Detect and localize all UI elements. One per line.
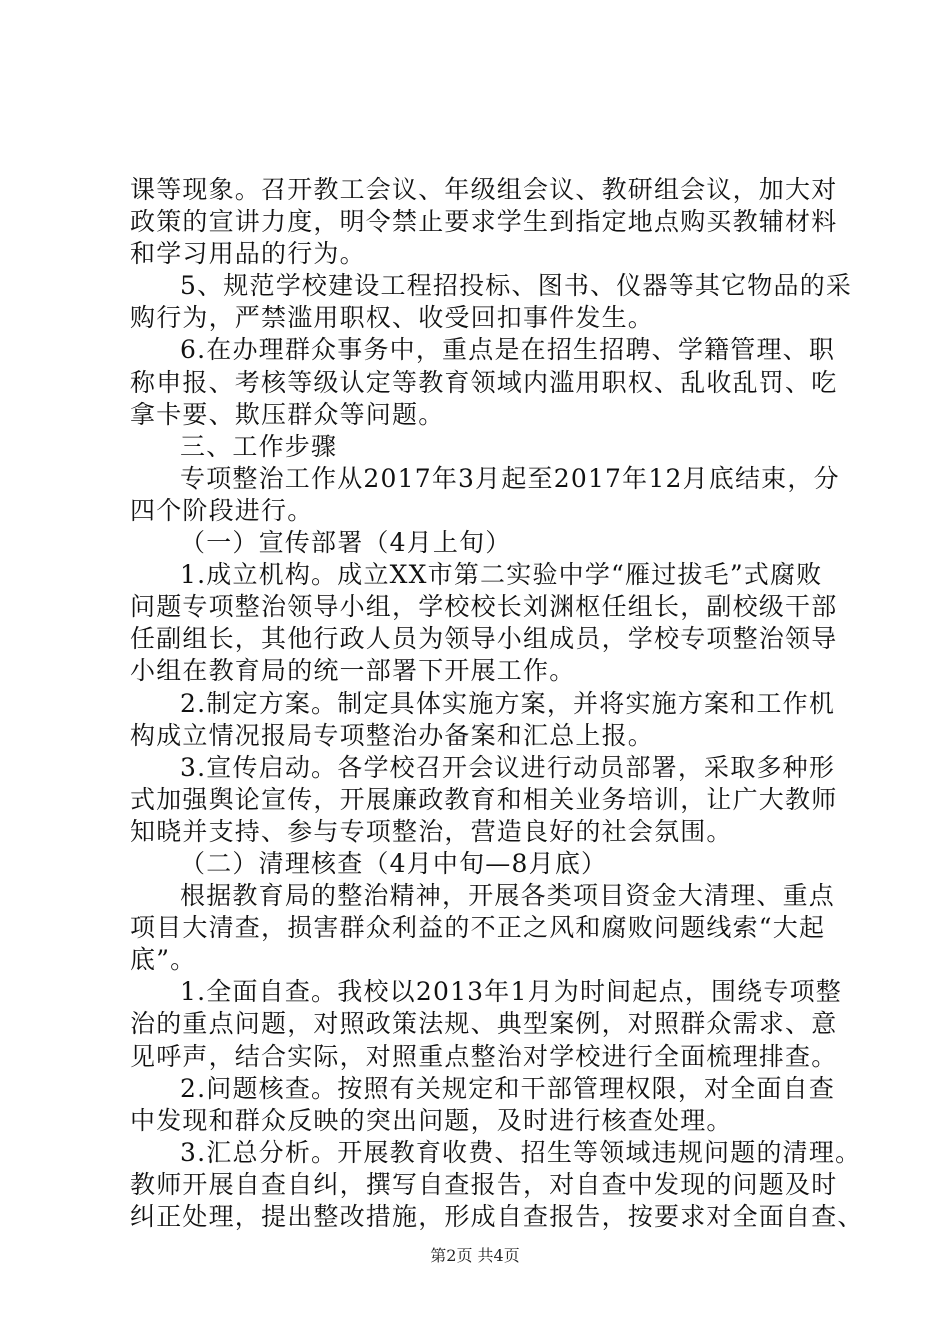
text-line: 政策的宣讲力度，明令禁止要求学生到指定地点购买教辅材料	[130, 207, 838, 237]
paragraph-start: 5、规范学校建设工程招投标、图书、仪器等其它物品的采	[180, 271, 853, 301]
text-line: 底”。	[130, 945, 197, 975]
paragraph-start: 2.制定方案。制定具体实施方案，并将实施方案和工作机	[180, 688, 836, 718]
text-line: 和学习用品的行为。	[130, 239, 366, 269]
paragraph-start: 1.全面自查。我校以2013年1月为时间起点，围绕专项整	[180, 977, 842, 1007]
text-line: 四个阶段进行。	[130, 495, 314, 525]
text-line: 购行为，严禁滥用职权、收受回扣事件发生。	[130, 303, 655, 333]
text-line: 问题专项整治领导小组，学校校长刘渊枢任组长，副校级干部	[130, 592, 838, 622]
subsection-heading: （二）清理核查（4月中旬—8月底）	[180, 848, 608, 878]
text-line: 中发现和群众反映的突出问题，及时进行核查处理。	[130, 1105, 733, 1135]
paragraph-start: 专项整治工作从2017年3月起至2017年12月底结束，分	[180, 463, 840, 493]
text-line: 构成立情况报局专项整治办备案和汇总上报。	[130, 720, 655, 750]
subsection-heading: （一）宣传部署（4月上旬）	[180, 528, 512, 558]
paragraph-start: 2.问题核查。按照有关规定和干部管理权限，对全面自查	[180, 1073, 836, 1103]
text-line: 小组在教育局的统一部署下开展工作。	[130, 656, 576, 686]
text-line: 拿卡要、欺压群众等问题。	[130, 399, 445, 429]
text-line: 项目大清查，损害群众利益的不正之风和腐败问题线索“大起	[130, 913, 826, 943]
text-line: 式加强舆论宣传，开展廉政教育和相关业务培训，让广大教师	[130, 784, 838, 814]
section-heading: 三、工作步骤	[180, 431, 338, 461]
text-line: 教师开展自查自纠，撰写自查报告，对自查中发现的问题及时	[130, 1169, 838, 1199]
text-line: 任副组长，其他行政人员为领导小组成员，学校专项整治领导	[130, 624, 838, 654]
page-footer: 第2页 共4页	[430, 1246, 520, 1265]
paragraph-start: 3.汇总分析。开展教育收费、招生等领域违规问题的清理。	[180, 1137, 862, 1167]
paragraph-start: 6.在办理群众事务中，重点是在招生招聘、学籍管理、职	[180, 335, 836, 365]
document-body	[130, 174, 864, 1233]
paragraph-start: 根据教育局的整治精神，开展各类项目资金大清理、重点	[180, 881, 836, 911]
text-line: 治的重点问题，对照政策法规、典型案例，对照群众需求、意	[130, 1009, 838, 1039]
text-line: 见呼声，结合实际，对照重点整治对学校进行全面梳理排查。	[130, 1041, 838, 1071]
paragraph-start: 1.成立机构。成立XX市第二实验中学“雁过拔毛”式腐败	[180, 560, 823, 590]
text-line: 纠正处理，提出整改措施，形成自查报告，按要求对全面自查、	[130, 1202, 864, 1231]
paragraph-start: 3.宣传启动。各学校召开会议进行动员部署，采取多种形	[180, 752, 836, 782]
text-line: 课等现象。召开教工会议、年级组会议、教研组会议，加大对	[130, 175, 838, 204]
text-line: 知晓并支持、参与专项整治，营造良好的社会氛围。	[130, 816, 733, 846]
text-line: 称申报、考核等级认定等教育领域内滥用职权、乱收乱罚、吃	[130, 367, 838, 397]
